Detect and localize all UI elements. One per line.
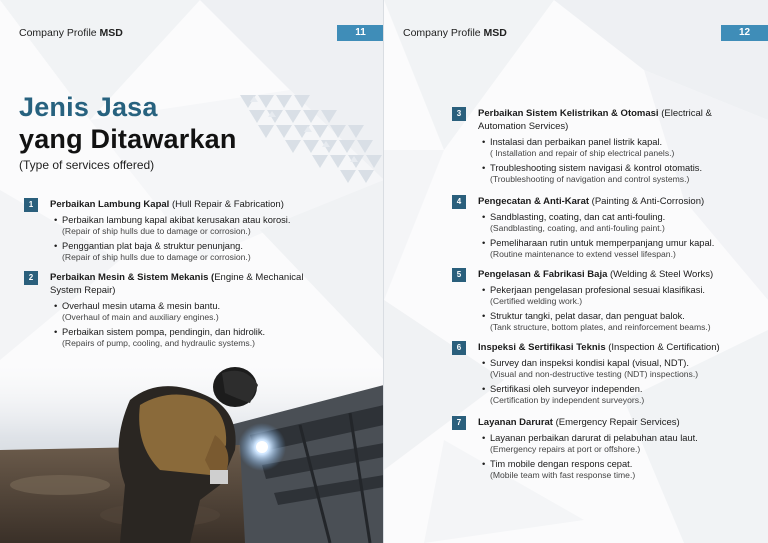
item-translation: (Certified welding work.)	[490, 296, 583, 306]
page-title-line1: Jenis Jasa	[19, 92, 158, 122]
item-translation: (Repairs of pump, cooling, and hydraulic systems.)	[62, 338, 255, 348]
service-title	[50, 198, 344, 211]
page-header	[19, 27, 123, 39]
item-text: • Pekerjaan pengelasan profesional sesuai klasifikasi.	[490, 285, 705, 295]
service-engine-repair	[24, 271, 324, 349]
page-subtitle: (Type of services offered)	[19, 158, 155, 172]
service-title-rest: (Painting & Anti-Corrosion)	[589, 196, 705, 207]
service-title-bold: Perbaikan Mesin & Sistem Mekanis (	[50, 272, 215, 283]
list-item	[482, 433, 752, 455]
service-title	[478, 268, 752, 281]
item-text: • Survey dan inspeksi kondisi kapal (visual, NDT).	[490, 358, 689, 368]
header-prefix: Company Profile	[403, 27, 481, 39]
service-emergency	[452, 416, 752, 481]
item-text: • Instalasi dan perbaikan panel listrik kapal.	[490, 137, 663, 147]
item-translation: (Visual and non-destructive testing (NDT) inspections.)	[490, 369, 699, 379]
list-item	[482, 311, 752, 333]
service-number: 7	[452, 416, 466, 430]
service-title-rest: (Inspection & Certification)	[605, 342, 720, 353]
service-title-rest: (Hull Repair & Fabrication)	[169, 199, 284, 210]
list-item	[482, 238, 742, 260]
item-translation: (Emergency repairs at port or offshore.)	[490, 444, 641, 454]
list-item	[482, 137, 732, 159]
item-translation: (Mobile team with fast response time.)	[490, 470, 636, 480]
service-number: 2	[24, 271, 38, 285]
service-number: 3	[452, 107, 466, 121]
service-title	[50, 271, 324, 297]
item-translation: (Sandblasting, coating, and anti-fouling paint.)	[490, 223, 665, 233]
item-text: • Layanan perbaikan darurat di pelabuhan atau laut.	[490, 433, 698, 443]
list-item	[482, 459, 752, 481]
list-item	[482, 384, 752, 406]
item-text: • Overhaul mesin utama & mesin bantu.	[62, 301, 221, 311]
service-title-bold: Pengelasan & Fabrikasi Baja	[478, 269, 608, 280]
welder-photo	[0, 365, 384, 543]
page-title-line2: yang Ditawarkan	[19, 124, 237, 154]
item-translation: (Routine maintenance to extend vessel lifespan.)	[490, 249, 676, 259]
list-item	[482, 212, 742, 234]
service-number: 6	[452, 341, 466, 355]
page-number: 12	[721, 25, 768, 41]
item-translation: (Repair of ship hulls due to damage or corrosion.)	[62, 226, 251, 236]
service-title-bold: Layanan Darurat	[478, 417, 553, 428]
item-text: • Perbaikan lambung kapal akibat kerusakan atau korosi.	[62, 215, 291, 225]
service-number: 1	[24, 198, 38, 212]
service-items	[482, 358, 752, 406]
service-title-bold: Perbaikan Sistem Kelistrikan & Otomasi	[478, 108, 659, 119]
item-translation: (Certification by independent surveyors.)	[490, 395, 645, 405]
service-painting	[452, 195, 742, 260]
service-items	[54, 215, 344, 263]
header-prefix: Company Profile	[19, 27, 97, 39]
service-number: 5	[452, 268, 466, 282]
list-item	[54, 301, 324, 323]
item-text: • Perbaikan sistem pompa, pendingin, dan hidrolik.	[62, 327, 266, 337]
item-text: • Sertifikasi oleh surveyor independen.	[490, 384, 643, 394]
item-text: • Pemeliharaan rutin untuk memperpanjang umur kapal.	[490, 238, 715, 248]
service-title-rest: (Electrical & Automation Services)	[478, 108, 712, 132]
service-title	[478, 416, 752, 429]
service-title-bold: Inspeksi & Sertifikasi Teknis	[478, 342, 606, 353]
service-items	[54, 301, 324, 349]
item-translation: (Overhaul of main and auxiliary engines.)	[62, 312, 219, 322]
service-hull-repair	[24, 198, 344, 263]
list-item	[54, 327, 324, 349]
item-translation: (Troubleshooting of navigation and control systems.)	[490, 174, 690, 184]
page-header	[403, 27, 507, 39]
list-item	[54, 241, 344, 263]
service-title-bold: Perbaikan Lambung Kapal	[50, 199, 170, 210]
list-item	[482, 358, 752, 380]
list-item	[54, 215, 344, 237]
item-translation: ( Installation and repair of ship electrical panels.)	[490, 148, 675, 158]
service-title	[478, 341, 752, 354]
item-text: • Tim mobile dengan respons cepat.	[490, 459, 633, 469]
service-title-rest: (Emergency Repair Services)	[552, 417, 680, 428]
service-title-rest: Engine & Mechanical System Repair)	[50, 272, 304, 296]
header-brand: MSD	[99, 27, 123, 39]
list-item	[482, 163, 732, 185]
list-item	[482, 285, 752, 307]
service-items	[482, 212, 742, 260]
item-translation: (Repair of ship hulls due to damage or corrosion.)	[62, 252, 251, 262]
service-number: 4	[452, 195, 466, 209]
service-items	[482, 433, 752, 481]
service-items	[482, 285, 752, 333]
service-electrical	[452, 107, 732, 185]
service-title-rest: (Welding & Steel Works)	[607, 269, 714, 280]
item-translation: (Tank structure, bottom plates, and reinforcement beams.)	[490, 322, 711, 332]
service-items	[482, 137, 732, 185]
service-title	[478, 195, 742, 208]
item-text: • Penggantian plat baja & struktur penunjang.	[62, 241, 243, 251]
item-text: • Sandblasting, coating, dan cat anti-fouling.	[490, 212, 666, 222]
item-text: • Troubleshooting sistem navigasi & kontrol otomatis.	[490, 163, 703, 173]
right-page	[384, 0, 768, 543]
header-brand: MSD	[483, 27, 507, 39]
service-welding	[452, 268, 752, 333]
item-text: • Struktur tangki, pelat dasar, dan penguat balok.	[490, 311, 685, 321]
service-inspection	[452, 341, 752, 406]
page-number: 11	[337, 25, 384, 41]
service-title-bold: Pengecatan & Anti-Karat	[478, 196, 590, 207]
service-title	[478, 107, 732, 133]
